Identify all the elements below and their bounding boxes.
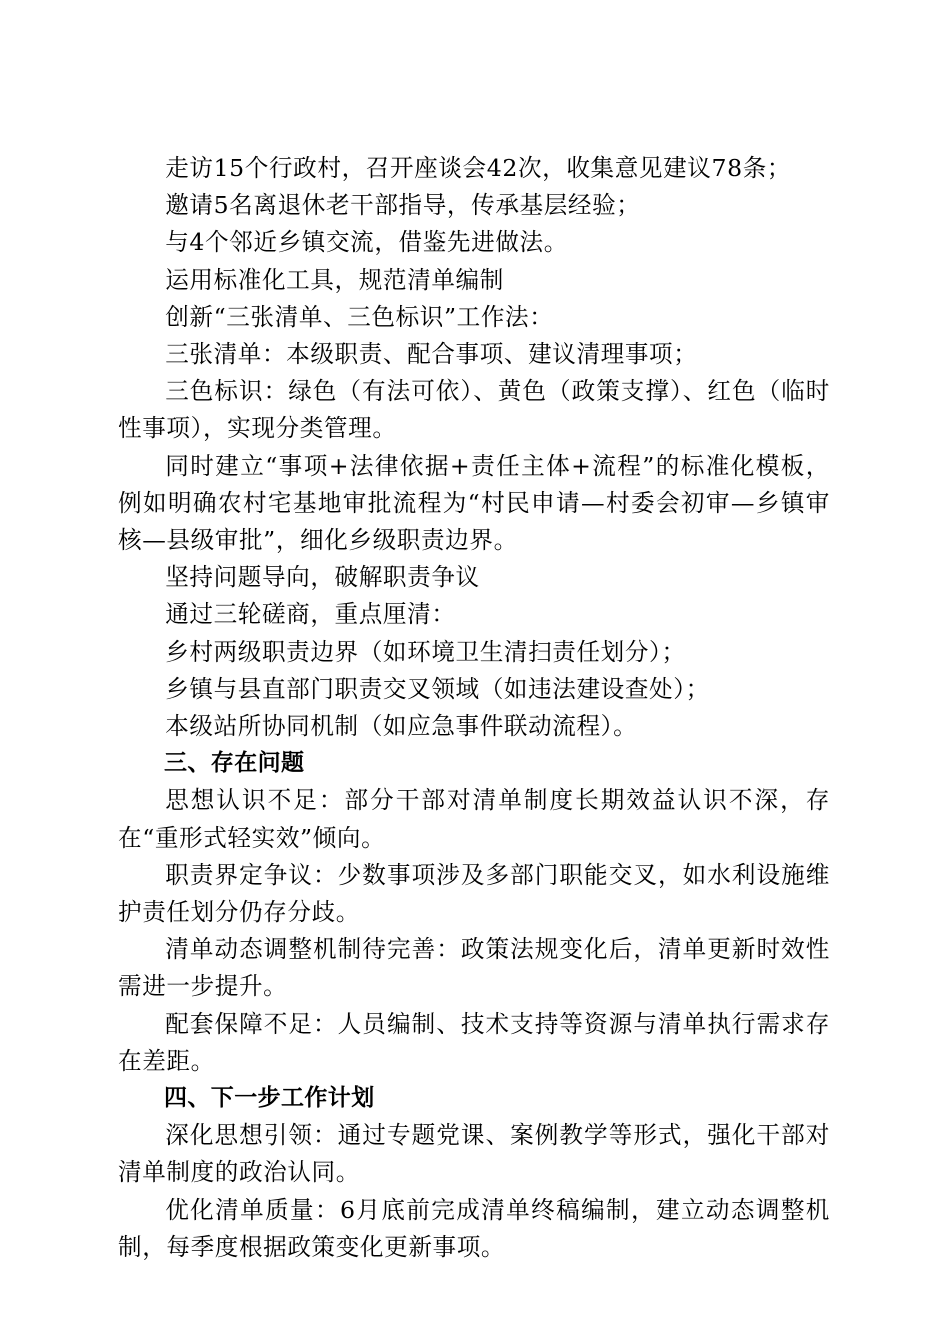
paragraph-standardization-tools: 运用标准化工具，规范清单编制 — [165, 265, 504, 294]
paragraph-visit-villages: 走访15个行政村，召开座谈会42次，收集意见建议78条； — [165, 154, 792, 182]
paragraph-invite-retired-cadres: 邀请5名离退休老干部指导，传承基层经验； — [165, 191, 641, 220]
paragraph-responsibility-dispute: 职责界定争议：少数事项涉及多部门职能交叉，如水利设施维护责任划分仍存分歧。 — [118, 860, 830, 927]
paragraph-supporting-guarantee: 配套保障不足：人员编制、技术支持等资源与清单执行需求存在差距。 — [118, 1009, 830, 1075]
paragraph-consultation-rounds: 通过三轮磋商，重点厘清： — [165, 600, 456, 629]
document-page — [118, 150, 830, 1266]
paragraph-township-village-boundary: 乡村两级职责边界（如环境卫生清扫责任划分）； — [165, 637, 686, 666]
section-heading-problems: 三、存在问题 — [164, 750, 305, 777]
paragraph-insufficient-awareness: 思想认识不足：部分干部对清单制度长期效益认识不深，存在“重形式轻实效”倾向。 — [118, 786, 830, 852]
paragraph-station-coordination: 本级站所协同机制（如应急事件联动流程）。 — [165, 712, 638, 741]
paragraph-three-lists: 三张清单：本级职责、配合事项、建议清理事项； — [165, 340, 698, 369]
paragraph-county-cross-domain: 乡镇与县直部门职责交叉领域（如违法建设查处）； — [165, 674, 710, 703]
paragraph-three-colors: 三色标识：绿色（有法可依）、黄色（政策支撑）、红色（临时性事项），实现分类管理。 — [118, 377, 830, 443]
paragraph-problem-oriented: 坚持问题导向，破解职责争议 — [165, 563, 480, 592]
paragraph-standard-template: 同时建立“事项+法律依据+责任主体+流程”的标准化模板，例如明确农村宅基地审批流程为“村民申请—村委会初审—乡镇审核—县级审批”，细化乡级职责边界。 — [118, 451, 830, 555]
paragraph-exchange-towns: 与4个邻近乡镇交流，借鉴先进做法。 — [165, 228, 568, 257]
paragraph-innovation-method: 创新“三张清单、三色标识”工作法： — [165, 302, 554, 331]
paragraph-dynamic-adjustment: 清单动态调整机制待完善：政策法规变化后，清单更新时效性需进一步提升。 — [118, 935, 830, 1001]
section-heading-next-steps: 四、下一步工作计划 — [164, 1085, 375, 1112]
paragraph-optimize-quality: 优化清单质量：6月底前完成清单终稿编制，建立动态调整机制，每季度根据政策变化更新事项。 — [118, 1195, 830, 1261]
paragraph-deepen-guidance: 深化思想引领：通过专题党课、案例教学等形式，强化干部对清单制度的政治认同。 — [118, 1121, 830, 1187]
